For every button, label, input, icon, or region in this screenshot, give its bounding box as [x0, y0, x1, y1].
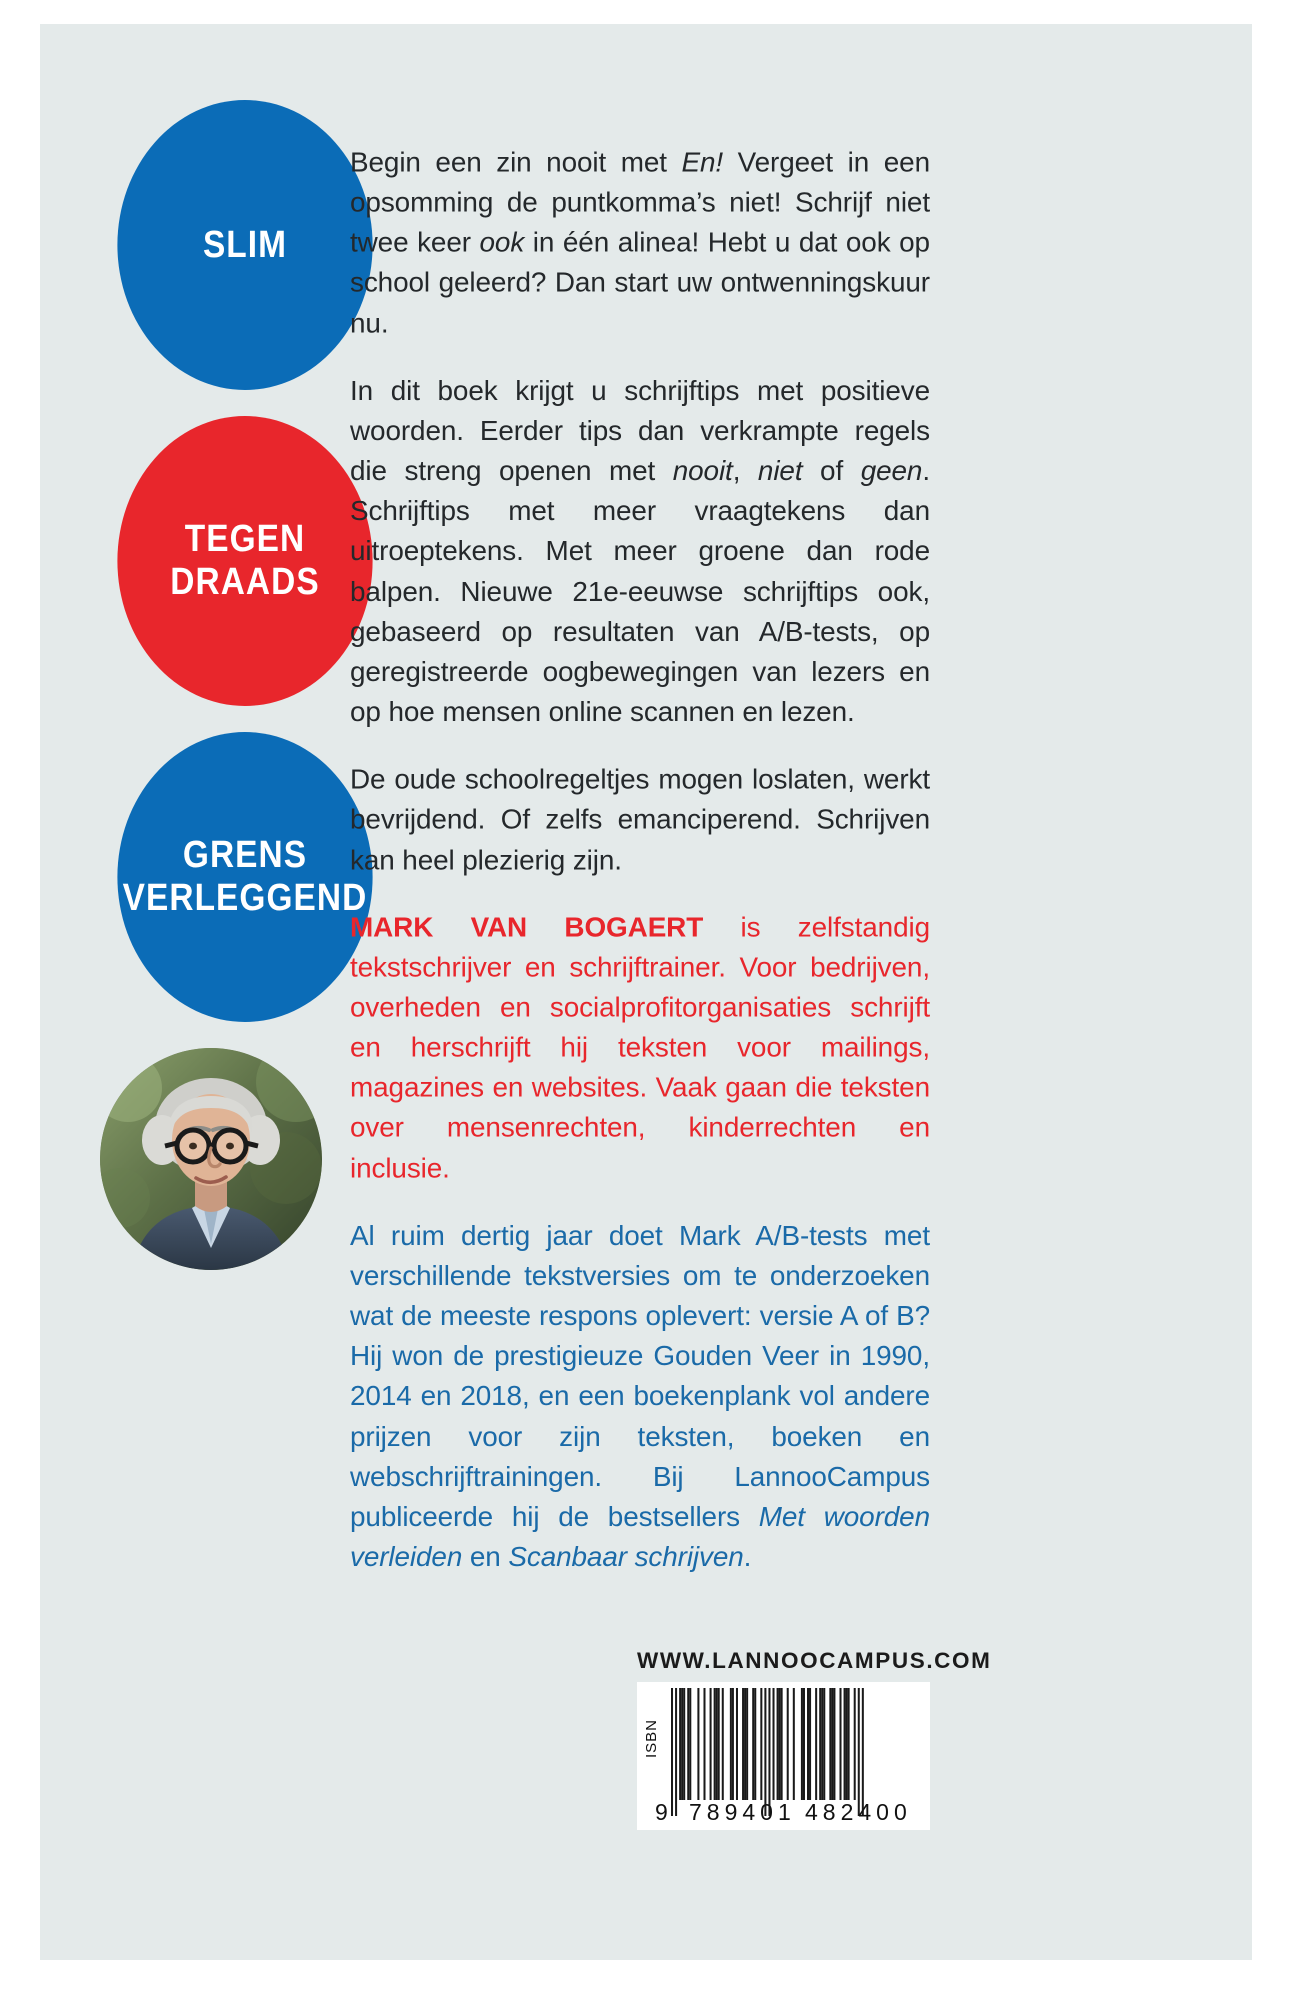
author-photo — [100, 1048, 322, 1270]
p2-seg-1: In dit boek krijgt u schrijftips met positieve woorden. Eerder tips dan verkrampte regels die streng openen met — [350, 374, 930, 487]
author-photo-illustration — [100, 1048, 322, 1270]
p1-emphasis-en: En! — [681, 146, 724, 178]
svg-text:789401: 789401 — [689, 1799, 796, 1825]
book-title-met-woorden-verleiden: Met woorden verleiden — [350, 1500, 930, 1573]
barcode-graphic — [637, 1682, 930, 1830]
p1-seg-1: Begin een zin nooit met — [350, 146, 682, 178]
paragraph-author-achievements — [350, 1215, 930, 1576]
book-title-scanbaar-schrijven: Scanbaar schrijven — [508, 1540, 744, 1573]
p5-seg-2: en — [462, 1540, 509, 1573]
p5-seg-1: Al ruim dertig jaar doet Mark A/B-tests met verschillende tekstversies om te onderzoeken wat de meeste respons oplevert: versie A of B? Hij won de prestigieuze Gouden Veer in 1990, 2014 en 2018, en een boekenplank vol andere prijzen voor zijn teksten, boeken en webschrijftrainingen. Bij LannooCampus publiceerde hij de bestsellers — [350, 1219, 930, 1533]
p2-emphasis-geen: geen — [860, 454, 923, 487]
author-bio-text: is zelfstandig tekstschrijver en schrijftrainer. Voor bedrijven, overheden en socialprofitorganisaties schrijft en herschrijft hij teksten voor mailings, magazines en websites. Vaak gaan die teksten over mensenrechten, kinderrechten en inclusie. — [350, 911, 930, 1184]
badge-grensverleggend-line-2: VERLEGGEND — [122, 877, 368, 919]
badge-slim-line-1: SLIM — [202, 223, 288, 266]
author-name: MARK VAN BOGAERT — [350, 911, 704, 943]
p2-seg-3: of — [802, 454, 861, 487]
badge-slim — [117, 100, 372, 390]
p2-seg-4: . Schrijftips met meer vraagtekens dan uitroeptekens. Met meer groene dan rode balpen. Nieuwe 21e-eeuwse schrijftips ook, gebaseerd op resultaten van A/B-tests, op geregistreerde oogbewegingen van lezers en op hoe mensen online scannen en lezen. — [350, 454, 930, 728]
badge-grensverleggend — [117, 732, 372, 1022]
p2-seg-2: , — [732, 454, 758, 487]
badge-tegendraads-line-1: TEGEN — [184, 518, 306, 561]
isbn-barcode — [637, 1682, 930, 1830]
paragraph-author-bio — [350, 907, 930, 1188]
p5-seg-3: . — [743, 1540, 752, 1573]
publisher-website-url[interactable]: WWW.LANNOOCAMPUS.COM — [637, 1648, 992, 1673]
paragraph-intro — [350, 142, 930, 343]
book-back-cover — [40, 24, 1252, 1960]
p1-seg-3: in één alinea! Hebt u dat ook op school geleerd? Dan start uw ontwenningskuur nu. — [350, 226, 930, 339]
paragraph-schoolregels: De oude schoolregeltjes mogen loslaten, werkt bevrijdend. Of zelfs emanciperend. Schrijven kan heel plezierig zijn. — [350, 763, 930, 876]
svg-text:9: 9 — [655, 1799, 668, 1825]
svg-text:482400: 482400 — [805, 1799, 912, 1825]
paragraph-about-book — [350, 370, 930, 731]
back-cover-text — [350, 142, 930, 1604]
isbn-label: ISBN — [643, 1718, 660, 1758]
badge-tegendraads-line-2: DRAADS — [170, 561, 320, 603]
p2-emphasis-nooit: nooit — [672, 454, 733, 487]
badge-tegendraads — [117, 416, 372, 706]
badge-grensverleggend-line-1: GRENS — [182, 834, 308, 877]
p1-emphasis-ook: ook — [479, 226, 525, 259]
publisher-footer — [637, 1648, 992, 1830]
p1-seg-2: Vergeet in een opsomming de puntkomma’s niet! Schrijf niet twee keer — [350, 146, 931, 259]
p2-emphasis-niet: niet — [757, 454, 803, 487]
